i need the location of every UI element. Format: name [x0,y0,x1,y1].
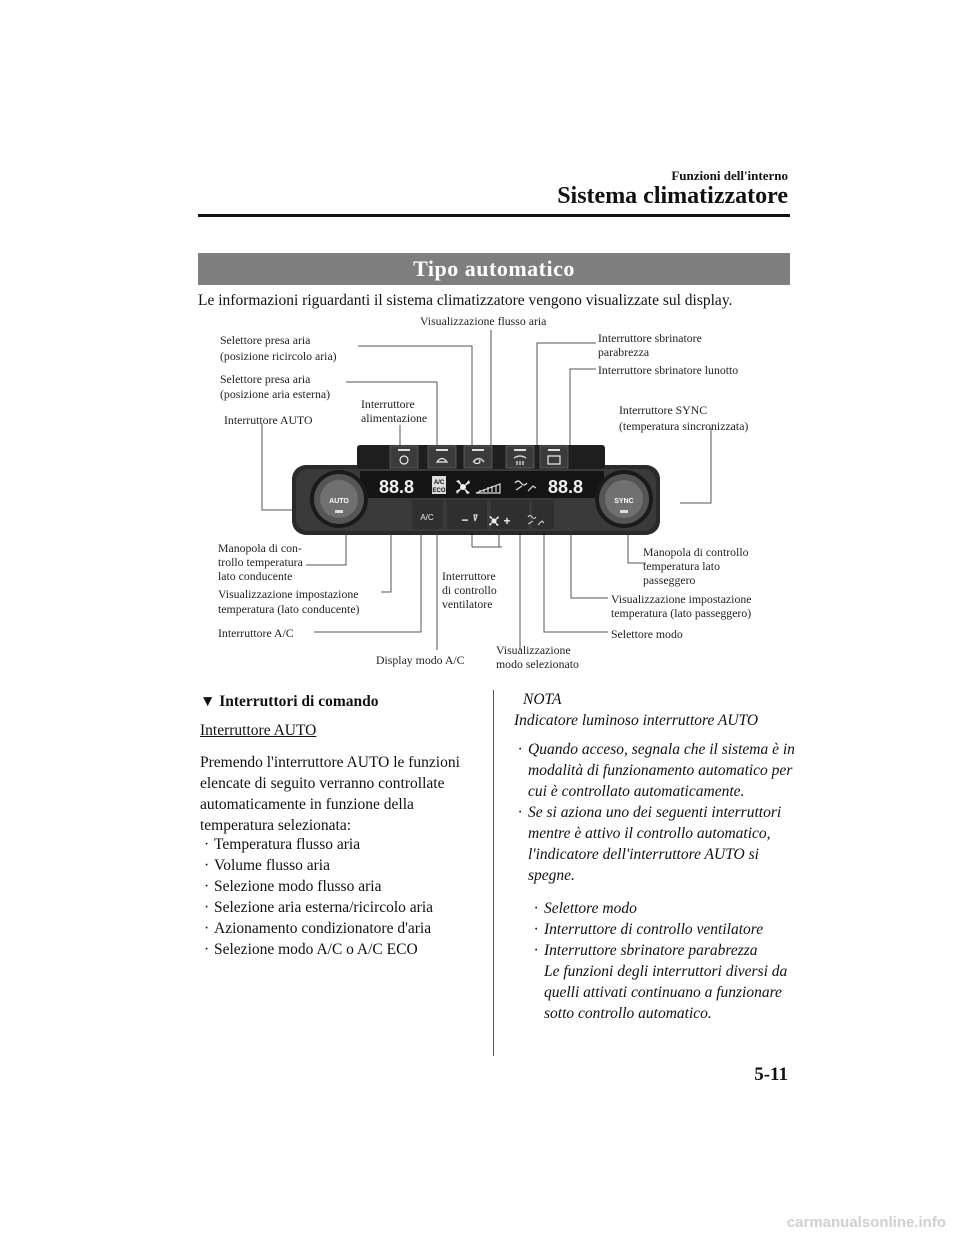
fan-minus-button: − [461,513,469,527]
label-driver-knob-3: lato conducente [218,569,293,583]
page-title: Sistema climatizzatore [557,183,788,209]
note-subitem: · Selettore modo [530,898,796,919]
label-fan-1: Interruttore [442,569,496,583]
list-item: · Azionamento condizionatore d'aria [200,918,485,939]
label-mode-selector: Selettore modo [611,627,683,641]
auto-function-list [200,834,485,960]
label-auto-switch: Interruttore AUTO [224,413,313,427]
auto-subheading [200,720,485,741]
list-item: · Volume flusso aria [200,855,485,876]
label-pass-temp-2: temperatura (lato passeggero) [611,606,752,620]
auto-knob-label: AUTO [329,498,349,505]
note-subitem: · Interruttore di controllo ventilatore [530,919,796,940]
label-driver-temp-2: temperatura (lato conducente) [218,602,360,616]
list-item: · Selezione modo A/C o A/C ECO [200,939,485,960]
note-item: · Se si aziona uno dei seguenti interruttori mentre è attivo il controllo automatico, l'indicatore dell'interruttore AUTO si spegne. [514,802,796,886]
label-intake-ext-2: (posizione aria esterna) [220,387,331,401]
label-intake-recirc-1: Selettore presa aria [220,333,311,347]
site-watermark: carmanualsonline.info [786,1214,946,1231]
label-mode-display-2: modo selezionato [496,657,579,671]
list-item: · Temperatura flusso aria [200,834,485,855]
label-rear-defrost: Interruttore sbrinatore lunotto [598,363,739,377]
section-name: Funzioni dell'interno [671,168,788,183]
list-item: · Selezione modo flusso aria [200,876,485,897]
auto-subheading-text: Interruttore AUTO [200,722,317,739]
label-fan-3: ventilatore [442,597,493,611]
note-subitem: · Interruttore sbrinatore parabrezza [530,940,796,961]
controls-heading [200,691,485,712]
label-sync-2: (temperatura sincronizzata) [619,419,749,433]
controls-heading-text: ▼ Interruttori di comando [200,693,379,710]
ac-button: A/C [420,513,434,522]
driver-temp-readout: 88.8 [379,477,415,497]
note-subtitle: Indicatore luminoso interruttore AUTO [514,712,759,729]
label-driver-knob-2: trollo temperatura [218,555,303,569]
label-mode-display-1: Visualizzazione [496,643,571,657]
auto-paragraph: Premendo l'interruttore AUTO le funzioni elencate di seguito verranno controllate automaticamente in funzione della temperatura selezionata: [200,754,460,834]
note-item: · Quando acceso, segnala che il sistema è in modalità di funzionamento automatico per cui è controllato automaticamente. [514,739,796,802]
intro-text: Le informazioni riguardanti il sistema climatizzatore vengono visualizzate sul display. [198,292,733,309]
label-pass-knob-2: temperatura lato [643,559,720,573]
fan-plus-button: + [503,514,511,528]
note-sublist [530,898,796,961]
label-driver-knob-1: Manopola di con- [218,541,302,555]
label-power-1: Interruttore [361,397,415,411]
page-number: 5-11 [754,1064,788,1085]
label-sync-1: Interruttore SYNC [619,403,708,417]
label-power-2: alimentazione [361,411,428,425]
label-front-defrost-2: parabrezza [598,345,650,359]
label-fan-2: di controllo [442,583,497,597]
column-divider [493,690,494,1056]
label-flow-display: Visualizzazione flusso aria [420,314,547,328]
label-ac-switch: Interruttore A/C [218,626,294,640]
label-front-defrost-1: Interruttore sbrinatore [598,331,702,345]
list-item: · Selezione aria esterna/ricircolo aria [200,897,485,918]
label-driver-temp-1: Visualizzazione impostazione [218,587,359,601]
label-pass-temp-1: Visualizzazione impostazione [611,592,752,606]
ac-eco-indicator-line1: A/C [433,480,445,486]
label-pass-knob-3: passeggero [643,573,696,587]
note-list [514,739,796,886]
label-pass-knob-1: Manopola di controllo [643,545,749,559]
label-intake-recirc-2: (posizione ricircolo aria) [220,349,337,363]
section-banner: Tipo automatico [198,253,790,285]
ac-eco-indicator-line2: ECO [432,488,446,494]
note-title: NOTA [523,691,562,708]
passenger-temp-readout: 88.8 [548,477,584,497]
label-ac-mode-display: Display modo A/C [376,653,465,667]
label-intake-ext-1: Selettore presa aria [220,372,311,386]
sync-knob-label: SYNC [614,498,634,505]
note-closing: Le funzioni degli interruttori diversi da quelli attivati continuano a funzionare sotto controllo automatico. [544,963,788,1022]
